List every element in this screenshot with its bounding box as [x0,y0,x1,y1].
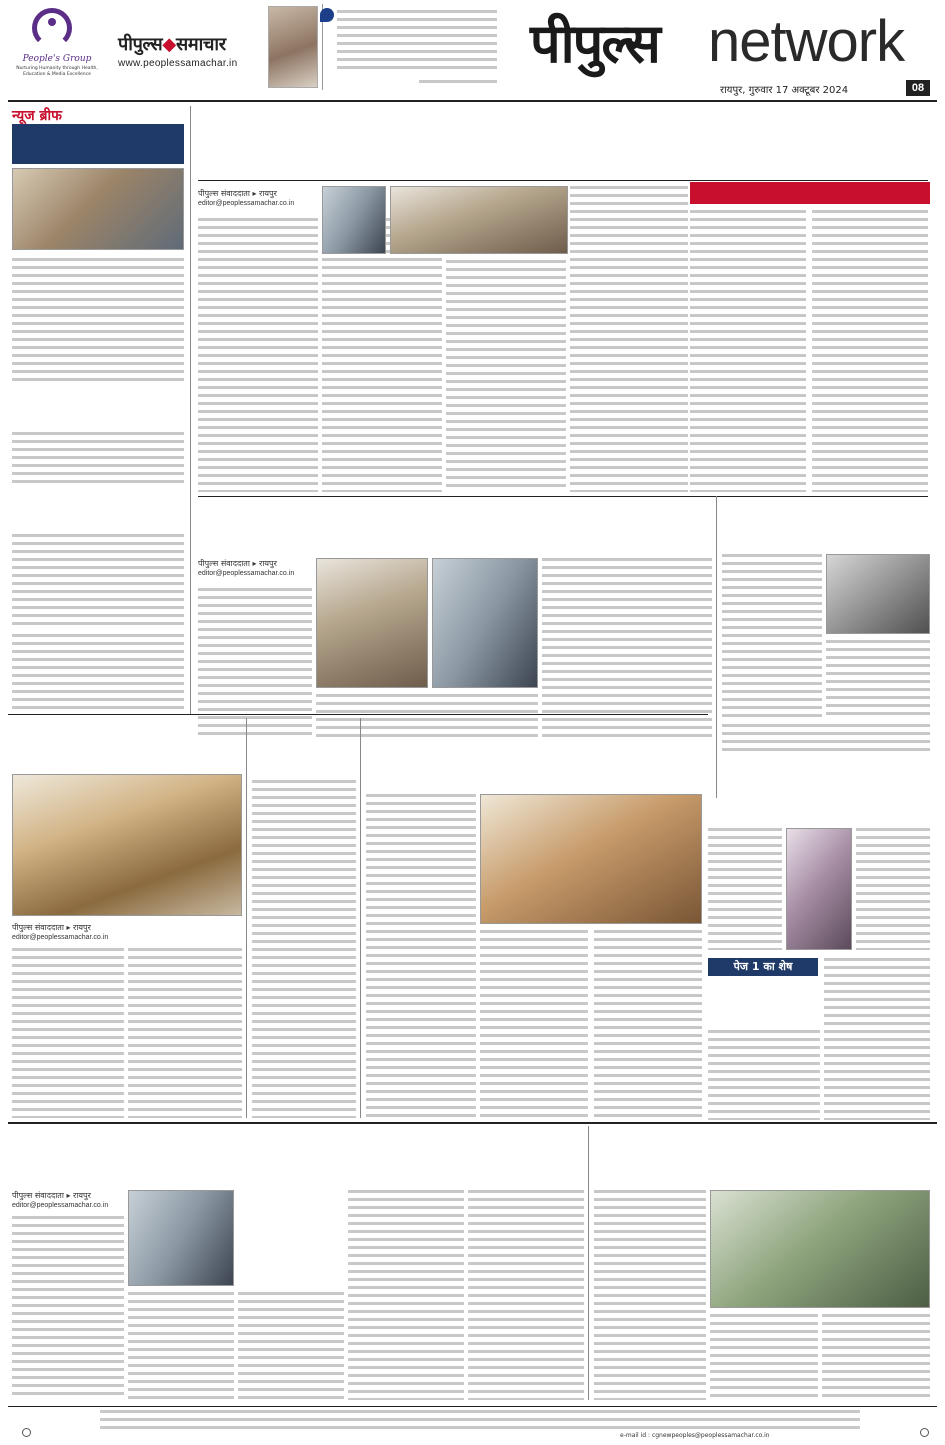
highways-photo-1 [316,558,428,688]
bus-divider [716,496,717,798]
cricket-photo [12,774,242,916]
highways-rule [198,496,928,497]
footer-rule [8,1406,937,1407]
brief-headline-2 [12,392,184,428]
masthead-rule [8,100,937,102]
organic-col-1 [708,828,782,950]
rail-col-2 [128,1292,234,1400]
cricket-col-2 [128,948,242,1118]
top-story-email: editor@peoplessamachar.co.in [198,200,295,207]
organic-photo [786,828,852,950]
green-divider [588,1126,589,1400]
mou-col-1 [366,794,476,1118]
brand-name [118,32,226,56]
highways-email: editor@peoplessamachar.co.in [198,570,295,577]
quote-mark-icon [320,8,334,22]
highways-photo-2 [432,558,538,688]
security-forces-col-1 [690,210,806,492]
dateline: रायपुर, गुरुवार 17 अक्टूबर 2024 [720,85,849,96]
network-brand-en: network [708,9,905,74]
top-story-photo-1 [322,186,386,254]
top-story-byline: पीपुल्स संवाददाता ▸ रायपुर [198,189,277,198]
brief-headline-1 [12,124,184,164]
highways-headline [198,500,712,534]
mou-col-3 [594,930,702,1118]
brief-divider [190,106,191,714]
security-forces-col-2 [812,210,928,492]
top-story-headline [198,130,928,176]
green-army-headline [594,1126,930,1182]
brief-headline-3 [12,494,184,530]
top-story-col-4 [570,186,688,492]
top-story-photo-2 [390,186,568,254]
rail-photo [128,1190,234,1286]
top-story-rule [198,180,928,181]
rail-kicker [12,1126,584,1142]
bus-accident-col-1 [722,554,822,720]
quote-text [337,10,497,74]
highways-subheadline [198,536,712,552]
green-army-col-1 [594,1190,706,1400]
organic-headline [708,778,930,822]
top-story-col-3 [446,260,566,492]
top-story-kicker [198,106,928,124]
rail-col-5 [468,1190,584,1400]
page-one-remainder-label: पेज 1 का शेष [708,958,818,976]
mou-col-2 [480,930,588,1118]
rail-email: editor@peoplessamachar.co.in [12,1202,109,1209]
rail-col-4 [348,1190,464,1400]
rail-headline [12,1146,584,1182]
network-brand-hi: पीपुल्स [530,12,659,75]
green-army-col-3 [822,1314,930,1400]
top-story-col-1 [198,218,318,492]
cricket-col-1 [12,948,124,1118]
page-one-remainder-headline [708,980,820,1024]
registration-mark-icon [22,1428,31,1437]
footer-email[interactable]: cgnewpeoples@peoplessamachar.co.in [651,1432,770,1439]
kisan-headline [252,720,356,776]
lower-rule [8,1122,937,1124]
mou-subheadline [366,774,702,788]
quote-author-photo [268,6,318,88]
page-one-remainder-col-2 [824,958,930,1120]
brief-body-2 [12,432,184,486]
brief-body-3 [12,534,184,630]
quote-box [322,4,502,90]
top-story-col-2 [322,218,442,492]
brand-name-rest: समाचार [175,34,226,55]
page-one-remainder-col-1 [708,1030,820,1120]
rail-byline: पीपुल्स संवाददाता ▸ रायपुर [12,1191,91,1200]
group-logo-text: People's Group [22,54,92,64]
cricket-byline: पीपुल्स संवाददाता ▸ रायपुर [12,923,91,932]
bus-accident-headline [722,500,930,548]
footer-email-label: e-mail id : [620,1432,651,1439]
brand-name-separator: ◆ [162,34,176,55]
footer-email-line [620,1432,770,1440]
mou-headline [366,720,702,770]
website-link[interactable]: www.peoplessamachar.in [118,58,238,69]
kisan-divider [246,718,247,1118]
bus-accident-col-3 [722,724,930,752]
brief-body-3b [12,634,184,712]
brief-body-1 [12,258,184,382]
rail-col-3 [238,1292,344,1400]
brief-photo-1 [12,168,184,250]
bus-accident-photo [826,554,930,634]
highways-byline: पीपुल्स संवाददाता ▸ रायपुर [198,559,277,568]
brand-name-hi: पीपुल्स [118,34,163,55]
mou-divider [360,718,361,1118]
highways-col-1 [198,588,312,738]
news-brief-label: न्यूज ब्रीफ [12,108,62,124]
green-army-photo [710,1190,930,1308]
bus-accident-col-2 [826,640,930,720]
kisan-col [252,780,356,1118]
cricket-email: editor@peoplessamachar.co.in [12,934,109,941]
peoples-group-logo-icon [32,8,72,48]
footer-printline [100,1410,860,1430]
security-forces-box-title [690,182,930,204]
highways-col-3 [542,558,712,738]
rail-col-1 [12,1216,124,1400]
group-tagline: Nurturing Humanity through Health, Education & Media Excellence [16,66,98,77]
page-number: 08 [906,80,930,96]
cricket-headline [12,718,242,768]
mou-photo [480,794,702,924]
masthead [0,0,945,100]
quote-attribution [419,80,497,86]
peoples-group-logo-dot-icon [48,18,56,26]
registration-mark-icon [920,1428,929,1437]
mid-rule [8,714,708,715]
organic-col-2 [856,828,930,950]
green-army-col-2 [710,1314,818,1400]
